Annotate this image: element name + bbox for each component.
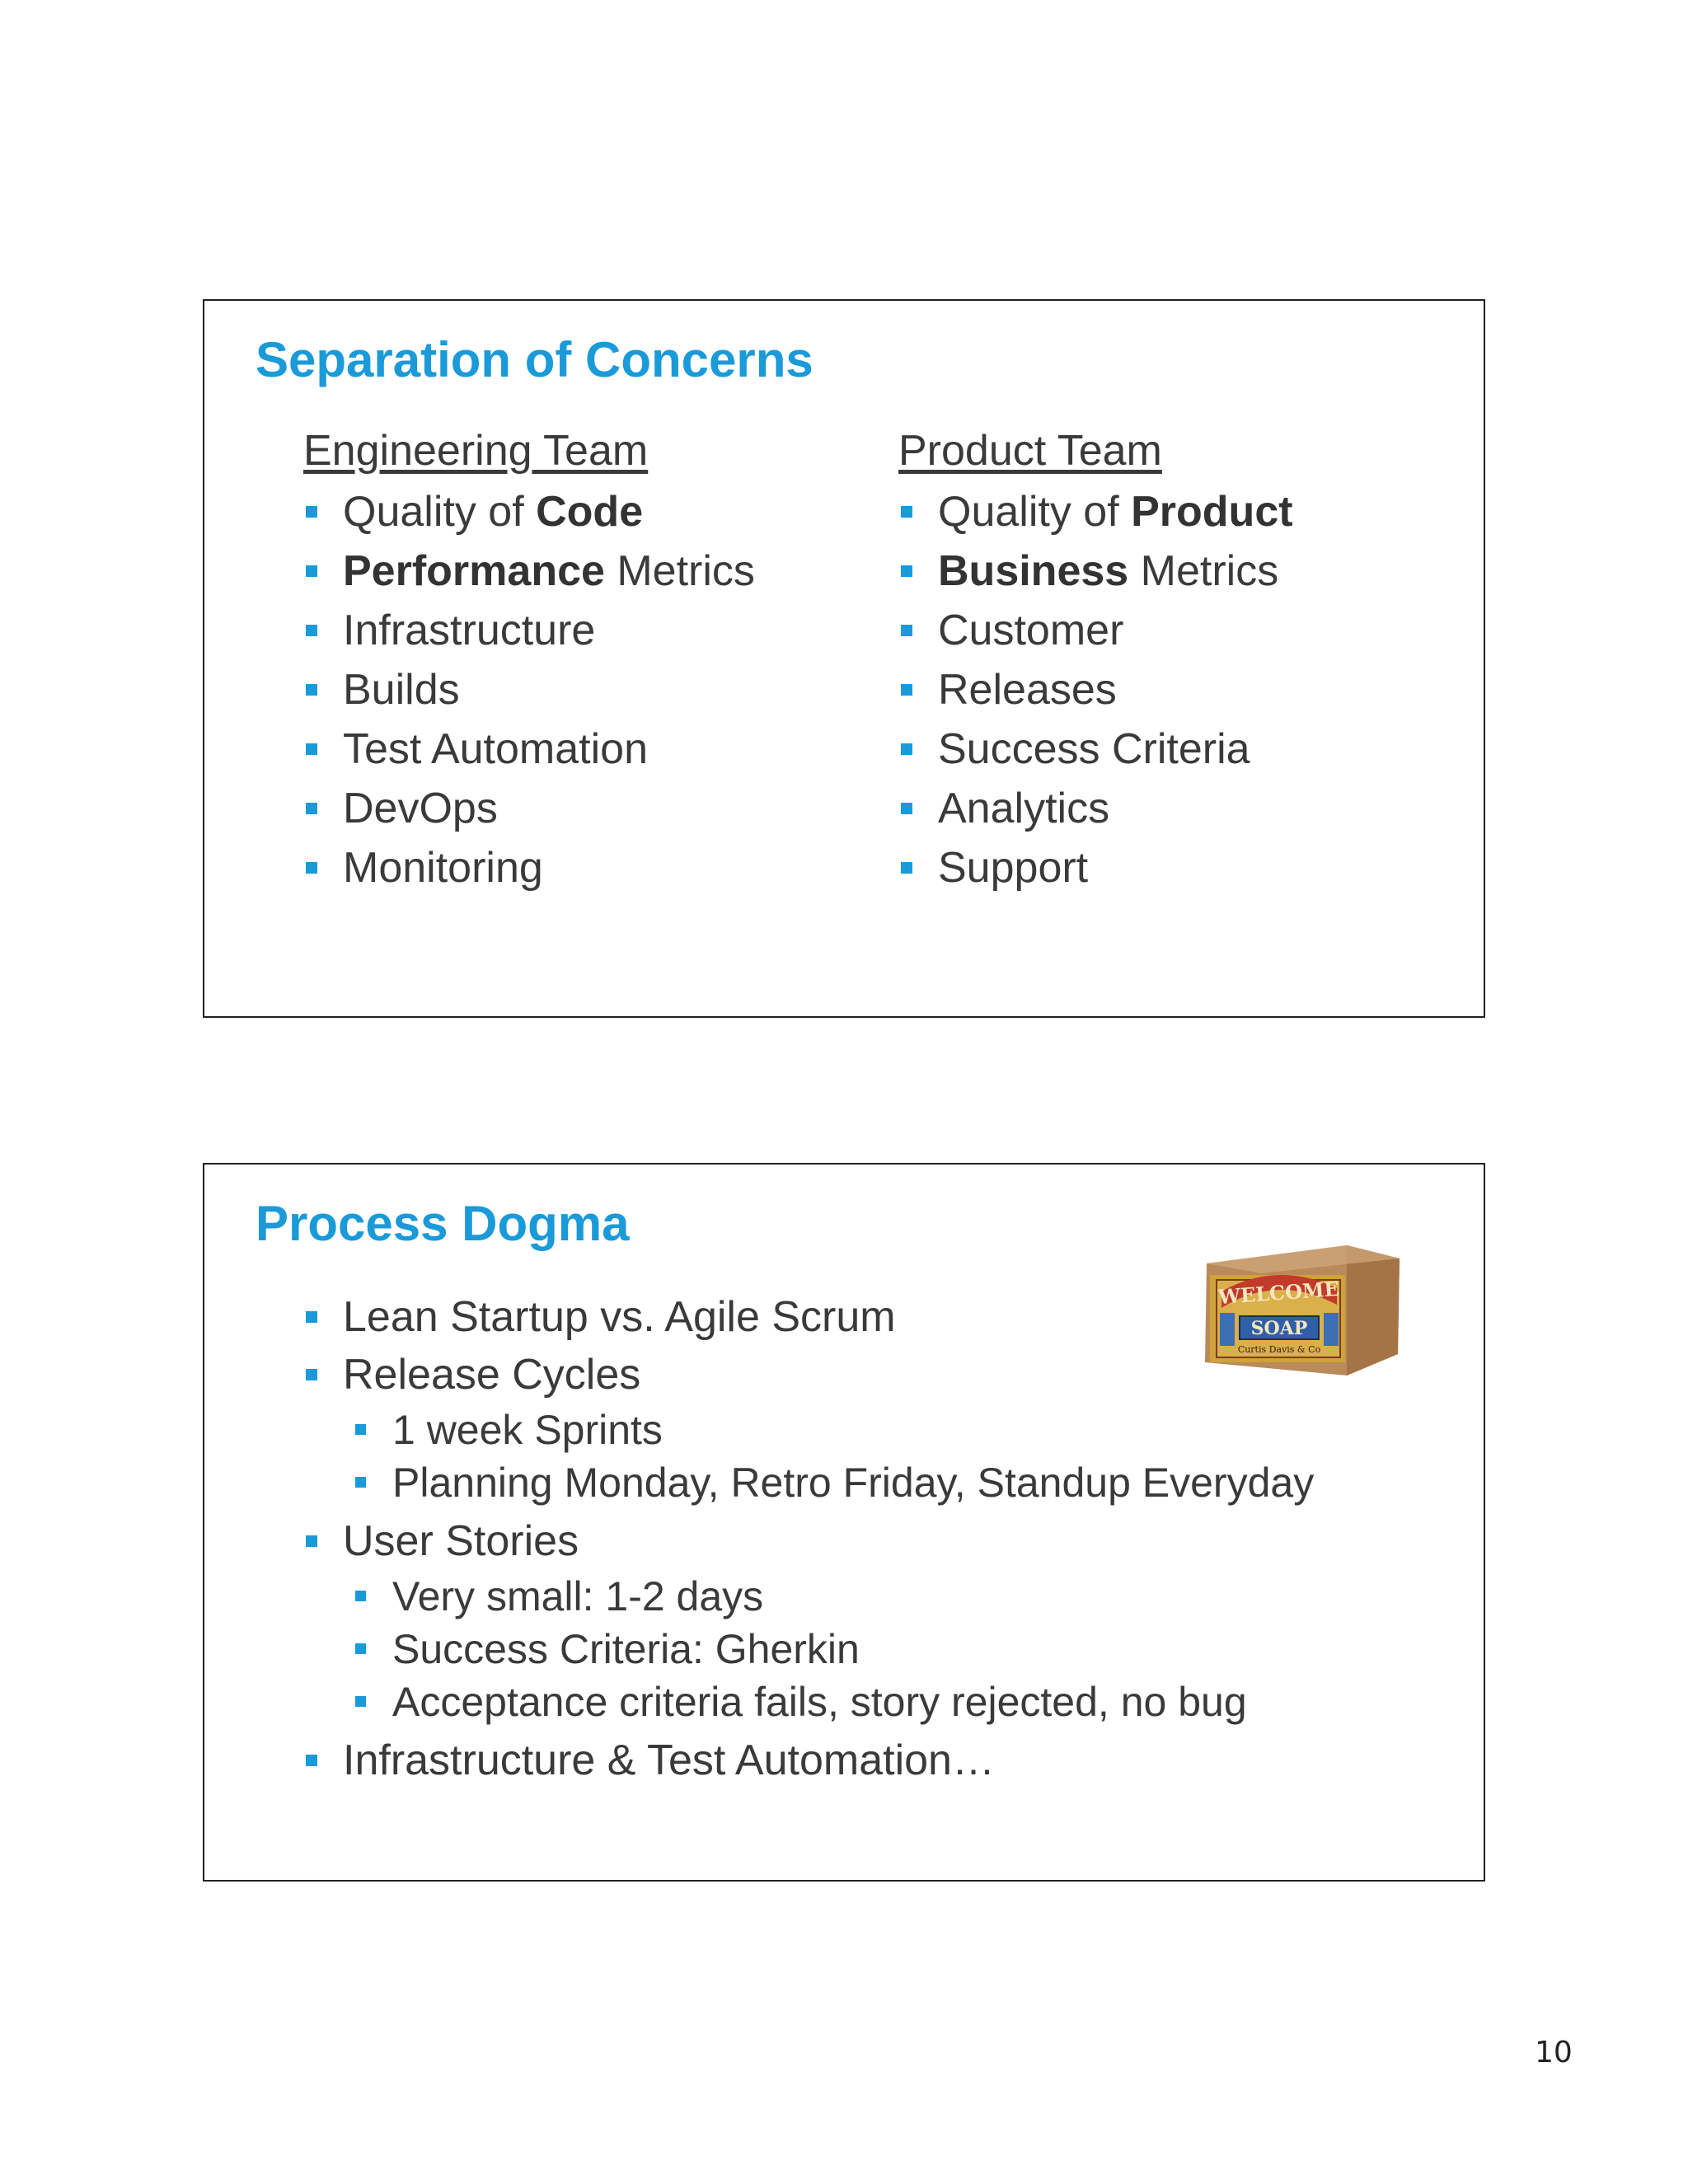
list-item: Builds [303, 660, 755, 719]
sub-list-item: Acceptance criteria fails, story rejected, no bug [353, 1675, 1314, 1728]
list-item: Infrastructure [303, 601, 755, 660]
column-header: Engineering Team [303, 427, 649, 475]
list-item: Customer [898, 601, 1293, 660]
sub-list-item: Planning Monday, Retro Friday, Standup Everyday [353, 1456, 1314, 1509]
list-item: Business Metrics [898, 541, 1293, 601]
bullet-square-icon [355, 1591, 366, 1601]
list-item: Support [898, 838, 1293, 898]
slide-process-dogma [203, 1163, 1485, 1882]
bullet-square-icon [901, 862, 912, 874]
list-item: Analytics [898, 779, 1293, 838]
list-item: Performance Metrics [303, 541, 755, 601]
bullet-square-icon [306, 1369, 317, 1380]
bullet-square-icon [355, 1643, 366, 1654]
list-item: DevOps [303, 779, 755, 838]
list-item: Infrastructure & Test Automation… [303, 1732, 1314, 1789]
bullet-square-icon [901, 625, 912, 636]
list-item: Quality of Code [303, 482, 755, 541]
bullet-square-icon [901, 506, 912, 518]
bullet-square-icon [306, 862, 317, 874]
maker-label: Curtis Davis & Co [1237, 1344, 1321, 1355]
slide-title: Separation of Concerns [256, 332, 814, 387]
bullet-square-icon [306, 1755, 317, 1766]
bullet-square-icon [306, 743, 317, 755]
sub-list [353, 1570, 1314, 1728]
engineering-list [303, 482, 755, 898]
bullet-square-icon [306, 1535, 317, 1547]
list-item: User Stories Very small: 1-2 days Success Criteria: Gherkin Acceptance criteria fails, story rejected, no bug [303, 1512, 1314, 1728]
bullet-square-icon [306, 803, 317, 814]
slide-title: Process Dogma [256, 1196, 630, 1251]
soap-label: SOAP [1250, 1318, 1308, 1339]
list-item: Quality of Product [898, 482, 1293, 541]
list-item: Test Automation [303, 719, 755, 779]
bullet-square-icon [306, 1311, 317, 1323]
dogma-list [303, 1288, 1314, 1789]
bullet-square-icon [355, 1424, 366, 1435]
bullet-square-icon [901, 743, 912, 755]
bullet-square-icon [306, 684, 317, 696]
sub-list-item: Very small: 1-2 days [353, 1570, 1314, 1623]
list-item: Releases [898, 660, 1293, 719]
bullet-square-icon [355, 1696, 366, 1707]
list-item: Release Cycles 1 week Sprints Planning Monday, Retro Friday, Standup Everyday [303, 1346, 1314, 1509]
bullet-square-icon [306, 506, 317, 518]
bullet-square-icon [901, 803, 912, 814]
slide-separation-of-concerns [203, 299, 1485, 1018]
list-item: Monitoring [303, 838, 755, 898]
bullet-square-icon [901, 684, 912, 696]
column-header: Product Team [898, 427, 1162, 475]
sub-list [353, 1404, 1314, 1509]
page-number: 10 [1535, 2036, 1573, 2069]
bullet-square-icon [901, 565, 912, 577]
bullet-square-icon [306, 625, 317, 636]
list-item: Success Criteria [898, 719, 1293, 779]
bullet-square-icon [306, 565, 317, 577]
bullet-square-icon [355, 1477, 366, 1488]
welcome-label: WELCOME [1217, 1276, 1340, 1310]
sub-list-item: 1 week Sprints [353, 1404, 1314, 1456]
list-item: Lean Startup vs. Agile Scrum [303, 1288, 1314, 1346]
product-team-column [898, 424, 1293, 898]
product-list [898, 482, 1293, 898]
sub-list-item: Success Criteria: Gherkin [353, 1623, 1314, 1675]
engineering-team-column [303, 424, 755, 898]
